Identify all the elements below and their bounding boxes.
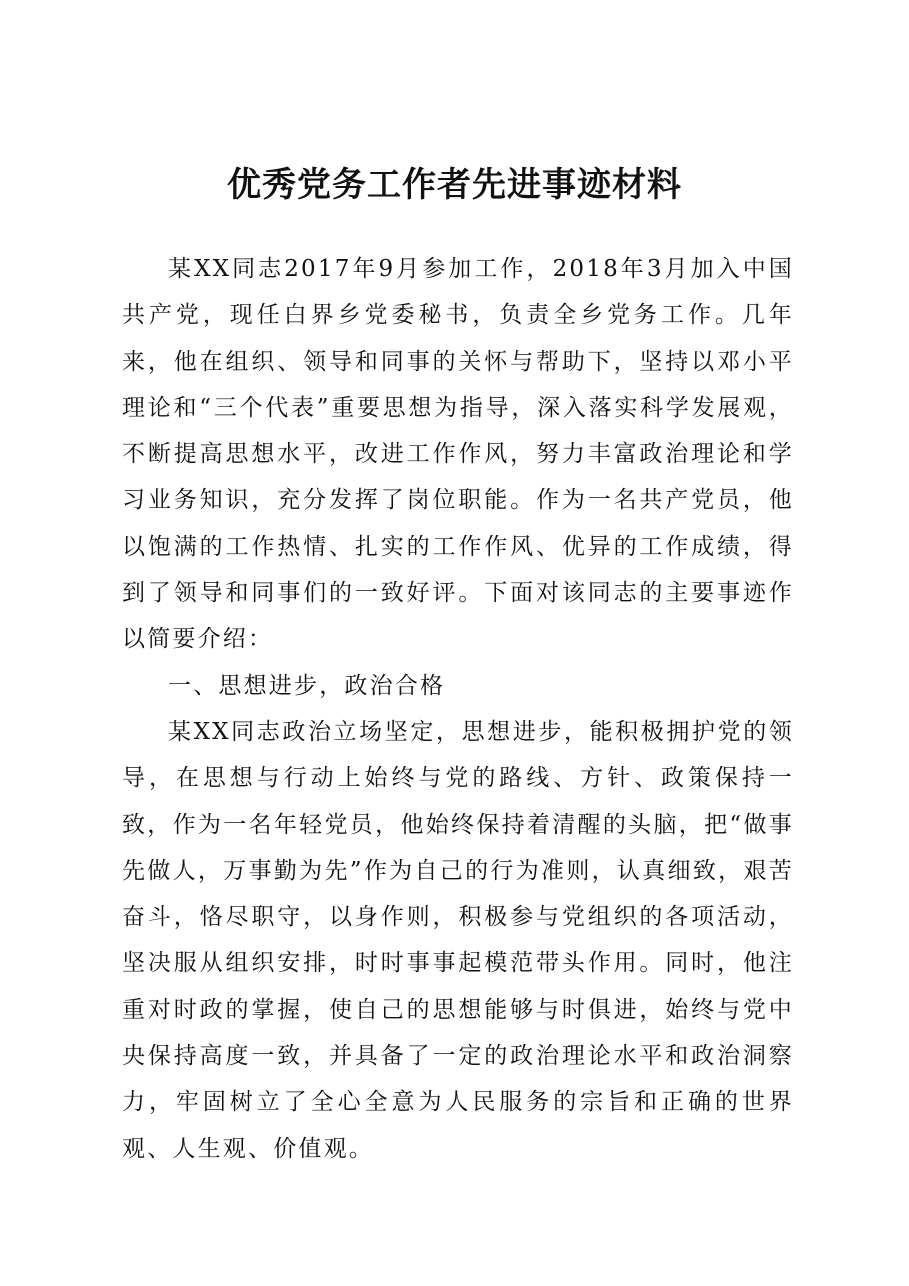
document-title: 优秀党务工作者先进事迹材料 (227, 165, 682, 205)
paragraph-intro: 某XX同志2017年9月参加工作，2018年3月加入中国共产党，现任白界乡党委秘书，负责全乡党务工作。几年来，他在组织、领导和同事的关怀与帮助下，坚持以邓小平理论和“三个代表”重要思想为指导，深入落实科学发展观，不断提高思想水平，改进工作作风，努力丰富政治理论和学习业务知识，充分发挥了岗位职能。作为一名共产党员，他以饱满的工作热情、扎实的工作作风、优异的工作成绩，得到了领导和同事们的一致好评。下面对该同志的主要事迹作以简要介绍： (122, 256, 794, 653)
section-heading: 一、思想进步，政治合格 (168, 672, 446, 699)
paragraph-section-one: 某XX同志政治立场坚定，思想进步，能积极拥护党的领导，在思想与行动上始终与党的路线、方针、政策保持一致，作为一名年轻党员，他始终保持着清醒的头脑，把“做事先做人，万事勤为先”作为自己的行为准则，认真细致，艰苦奋斗，恪尽职守，以身作则，积极参与党组织的各项活动，坚决服从组织安排，时时事事起模范带头作用。同时，他注重对时政的掌握，使自己的思想能够与时俱进，始终与党中央保持高度一致，并具备了一定的政治理论水平和政治洞察力，牢固树立了全心全意为人民服务的宗旨和正确的世界观、人生观、价值观。 (122, 718, 794, 1162)
document-body (122, 246, 794, 1172)
